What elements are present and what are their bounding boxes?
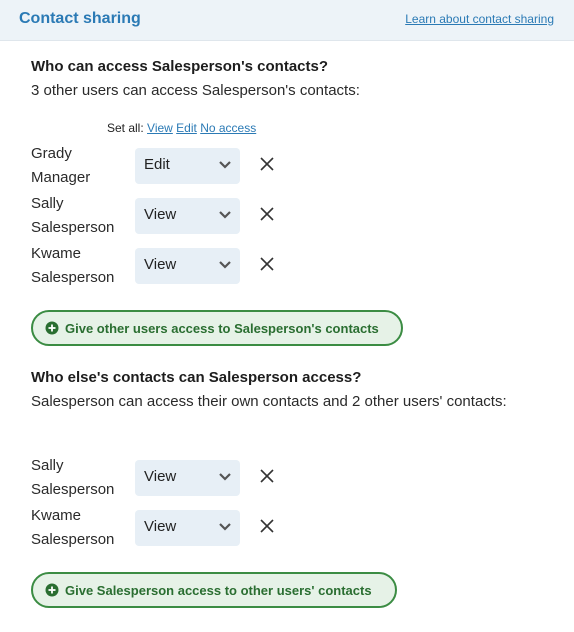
- give-salesperson-access-button[interactable]: [31, 572, 397, 608]
- remove-icon[interactable]: [259, 206, 275, 222]
- chevron-down-icon: [218, 522, 232, 532]
- learn-about-contact-sharing-link[interactable]: Learn about contact sharing: [405, 12, 554, 26]
- give-salesperson-access-label: Give Salesperson access to other users' contacts: [65, 583, 372, 598]
- permission-select[interactable]: [135, 510, 240, 546]
- remove-icon[interactable]: [259, 468, 275, 484]
- access-section-heading: Who can access Salesperson's contacts?: [31, 58, 329, 75]
- user-name: Sally Salesperson: [31, 457, 115, 498]
- permission-value: View: [144, 256, 177, 273]
- plus-circle-icon: [45, 321, 59, 335]
- permission-value: View: [144, 468, 177, 485]
- permission-value: View: [144, 518, 177, 535]
- permission-select[interactable]: [135, 460, 240, 496]
- permission-value: View: [144, 206, 177, 223]
- page-title: Contact sharing: [19, 10, 141, 27]
- chevron-down-icon: [218, 472, 232, 482]
- user-name: Kwame Salesperson: [31, 507, 115, 548]
- permission-value: Edit: [144, 156, 170, 173]
- plus-circle-icon: [45, 583, 59, 597]
- permission-select[interactable]: [135, 248, 240, 284]
- access-section-description: 3 other users can access Salesperson's contacts:: [31, 82, 360, 99]
- chevron-down-icon: [218, 260, 232, 270]
- user-name: Grady Manager: [31, 145, 91, 186]
- remove-icon[interactable]: [259, 518, 275, 534]
- set-all-row: [107, 121, 256, 135]
- chevron-down-icon: [218, 160, 232, 170]
- else-section-heading: Who else's contacts can Salesperson access?: [31, 369, 362, 386]
- chevron-down-icon: [218, 210, 232, 220]
- user-name: Kwame Salesperson: [31, 245, 115, 286]
- set-all-view-link[interactable]: View: [147, 121, 173, 135]
- set-all-label: Set all:: [107, 121, 144, 135]
- set-all-no-access-link[interactable]: No access: [200, 121, 257, 135]
- set-all-edit-link[interactable]: Edit: [176, 121, 197, 135]
- header-bar: [0, 0, 574, 41]
- permission-select[interactable]: [135, 198, 240, 234]
- give-other-users-access-label: Give other users access to Salesperson's contacts: [65, 321, 379, 336]
- permission-select[interactable]: [135, 148, 240, 184]
- give-other-users-access-button[interactable]: [31, 310, 403, 346]
- user-name: Sally Salesperson: [31, 195, 115, 236]
- remove-icon[interactable]: [259, 156, 275, 172]
- else-section-description: Salesperson can access their own contacts and 2 other users' contacts:: [31, 393, 507, 410]
- remove-icon[interactable]: [259, 256, 275, 272]
